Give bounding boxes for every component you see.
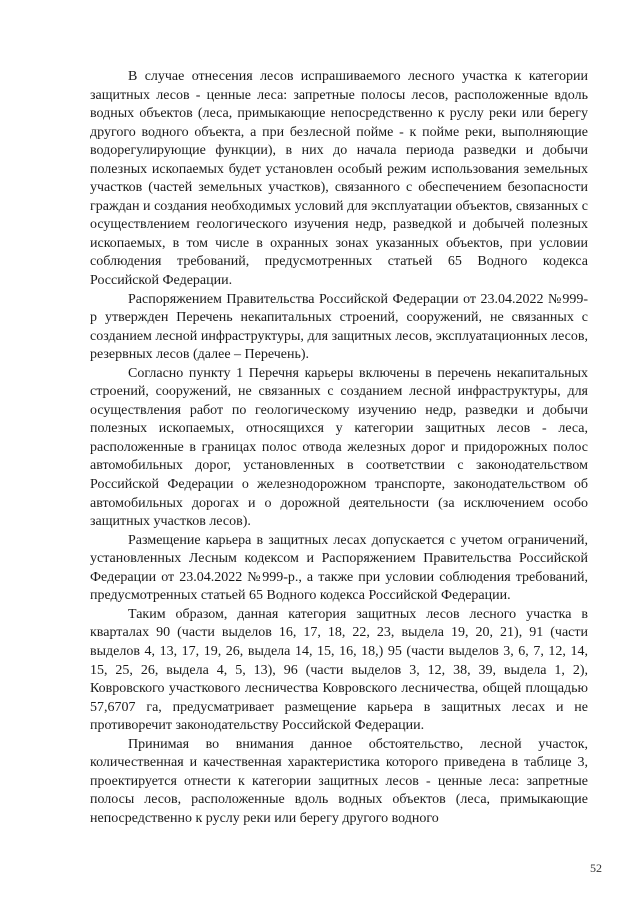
paragraph-2: Распоряжением Правительства Российской Федерации от 23.04.2022 №999-р утвержден Перечень некапитальных строений, сооружений, не связанных с созданием лесной инфраструктуры, для защитных лесов, эксплуатационных лесов, резервных лесов (далее – Перечень).	[90, 291, 588, 363]
paragraph-3: Согласно пункту 1 Перечня карьеры включены в перечень некапитальных строений, сооружений, не связанных с созданием лесной инфраструктуры, для осуществления работ по геологическому изучению недр, разведки и добычи полезных ископаемых, относящихся у категории защитных лесов - леса, расположенные в границах полос отвода железных дорог и придорожных полос автомобильных дорог, установленных в соответствии с законодательством Российской Федерации о железнодорожном транспорте, законодательством об автомобильных дорогах и о дорожной деятельности (за исключением особо защитных участков лесов).	[90, 365, 588, 530]
page-number: 52	[590, 861, 602, 875]
paragraph-4: Размещение карьера в защитных лесах допускается с учетом ограничений, установленных Лесным кодексом и Распоряжением Правительства Российской Федерации от 23.04.2022 №999-р., а также при условии соблюдения требований, предусмотренных статьей 65 Водного кодекса Российской Федерации.	[90, 532, 588, 604]
paragraph-1: В случае отнесения лесов испрашиваемого лесного участка к категории защитных лесов - ценные леса: запретные полосы лесов, расположенные вдоль водных объектов (леса, примыкающие непосредственно к руслу реки или берегу другого водного объекта, а при безлесной пойме - к пойме реки, выполняющие водорегулирующие функции), в них до начала периода разведки и добычи полезных ископаемых будет установлен особый режим использования земельных участков (частей земельных участков), связанного с обеспечением безопасности граждан и создания необходимых условий для эксплуатации объектов, связанных с осуществлением геологического изучения недр, разведкой и добычей полезных ископаемых, в том числе в охранных зонах указанных объектов, при условии соблюдения требований, предусмотренных статьей 65 Водного кодекса Российской Федерации.	[90, 69, 588, 289]
paragraph-5: Таким образом, данная категория защитных лесов лесного участка в кварталах 90 (части выделов 16, 17, 18, 22, 23, выдела 19, 20, 21), 91 (части выделов 4, 13, 17, 19, 26, выдела 14, 15, 16, 18,) 95 (части выделов 3, 6, 7, 12, 14, 15, 25, 26, выдела 4, 5, 13), 96 (части выделов 3, 12, 38, 39, выдела 1, 2), Ковровского участкового лесничества Ковровского лесничества, общей площадью 57,6707 га, предусматривает размещение карьера в защитных лесах и не противоречит законодательству Российской Федерации.	[90, 606, 588, 734]
paragraph-6: Принимая во внимания данное обстоятельство, лесной участок, количественная и качественная характеристика которого приведена в таблице 3, проектируется отнести к категории защитных лесов - ценные леса: запретные полосы лесов, расположенные вдоль водных объектов (леса, примыкающие непосредственно к руслу реки или берегу другого водного	[90, 736, 588, 826]
body-text	[90, 68, 588, 828]
